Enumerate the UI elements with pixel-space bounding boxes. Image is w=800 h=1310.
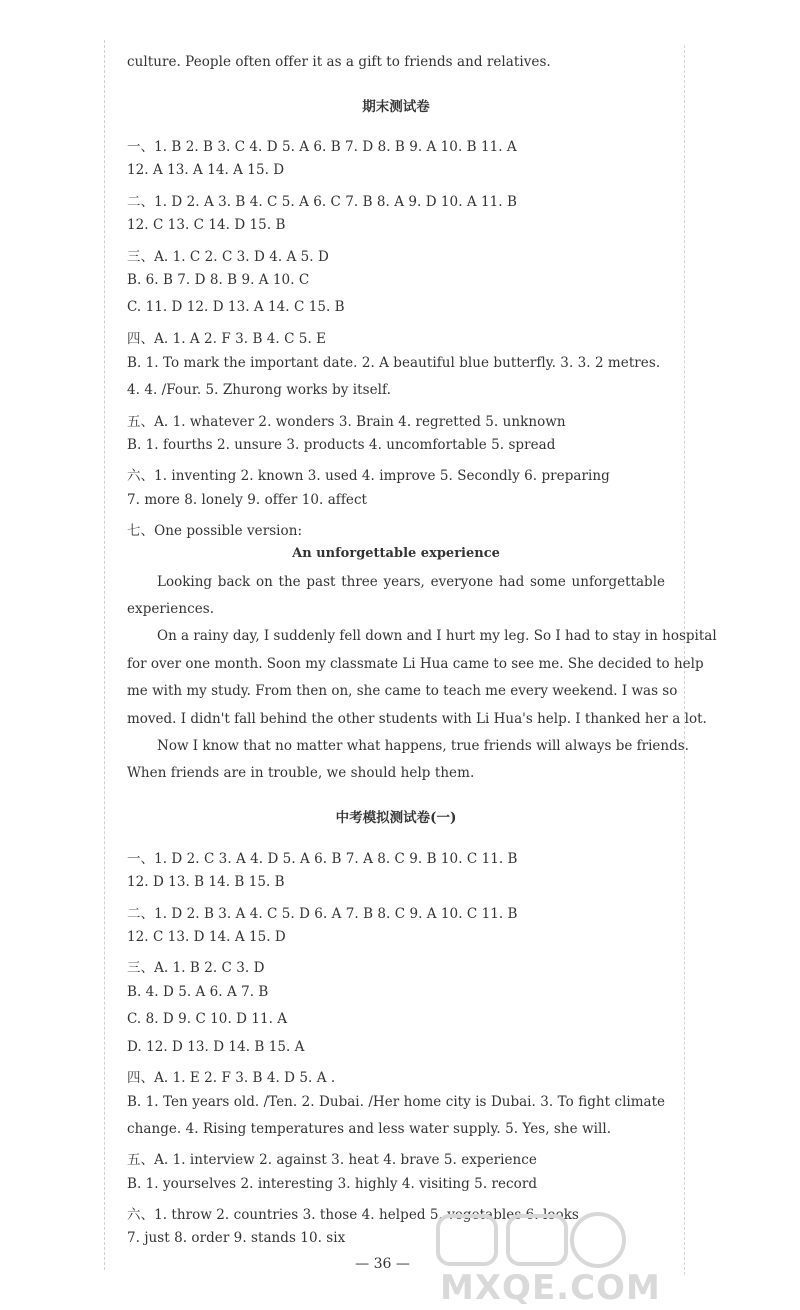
answer-line: 五、A. 1. whatever 2. wonders 3. Brain 4. regretted 5. unknown [127, 414, 566, 430]
mock-exam-title: 中考模拟测试卷(一) [335, 810, 457, 826]
answer-line: 12. C 13. C 14. D 15. B [127, 217, 286, 233]
answer-line: 六、1. inventing 2. known 3. used 4. improve 5. Secondly 6. preparing [127, 468, 610, 484]
answer-line: C. 8. D 9. C 10. D 11. A [127, 1011, 288, 1027]
essay-line: moved. I didn't fall behind the other students with Li Hua's help. I thanked her a lot. [127, 711, 707, 727]
answer-line: 六、1. throw 2. countries 3. those 4. helped 5. vegetables 6. looks [127, 1207, 579, 1223]
answer-line: 一、1. B 2. B 3. C 4. D 5. A 6. B 7. D 8. B 9. A 10. B 11. A [127, 139, 517, 155]
answer-line: 12. D 13. B 14. B 15. B [127, 874, 285, 890]
answer-line: 七、One possible version: [127, 523, 303, 539]
answer-line: C. 11. D 12. D 13. A 14. C 15. B [127, 299, 345, 315]
essay-line: experiences. [127, 601, 215, 617]
answer-line: B. 1. fourths 2. unsure 3. products 4. uncomfortable 5. spread [127, 437, 556, 453]
answer-line: 7. just 8. order 9. stands 10. six [127, 1230, 346, 1246]
essay-line: for over one month. Soon my classmate Li Hua came to see me. She decided to help [127, 656, 704, 672]
continued-text-line: culture. People often offer it as a gift to friends and relatives. [127, 54, 551, 70]
answer-line: 二、1. D 2. B 3. A 4. C 5. D 6. A 7. B 8. C 9. A 10. C 11. B [127, 906, 518, 922]
essay-line: Now I know that no matter what happens, true friends will always be friends. [157, 738, 689, 754]
answer-line: 12. A 13. A 14. A 15. D [127, 162, 285, 178]
answer-line: 12. C 13. D 14. A 15. D [127, 929, 286, 945]
essay-line: When friends are in trouble, we should help them. [127, 765, 475, 781]
essay-title: An unforgettable experience [292, 546, 500, 561]
answer-line: B. 1. yourselves 2. interesting 3. highly 4. visiting 5. record [127, 1176, 538, 1192]
watermark-text: MXQE.COM [440, 1268, 661, 1308]
answer-line: 五、A. 1. interview 2. against 3. heat 4. brave 5. experience [127, 1152, 537, 1168]
essay-line: On a rainy day, I suddenly fell down and I hurt my leg. So I had to stay in hospital [157, 628, 717, 644]
answer-line: B. 6. B 7. D 8. B 9. A 10. C [127, 272, 310, 288]
left-margin-line [104, 40, 106, 1270]
answer-line: 四、A. 1. E 2. F 3. B 4. D 5. A . [127, 1070, 336, 1086]
answer-line: B. 1. To mark the important date. 2. A beautiful blue butterfly. 3. 3. 2 metres. [127, 355, 661, 371]
answer-line: B. 4. D 5. A 6. A 7. B [127, 984, 269, 1000]
answer-line: D. 12. D 13. D 14. B 15. A [127, 1039, 305, 1055]
essay-line: me with my study. From then on, she came to teach me every weekend. I was so [127, 683, 678, 699]
final-exam-title: 期末测试卷 [362, 99, 430, 115]
answer-line: B. 1. Ten years old. /Ten. 2. Dubai. /Her home city is Dubai. 3. To fight climate [127, 1094, 665, 1110]
answer-line: 7. more 8. lonely 9. offer 10. affect [127, 492, 368, 508]
answer-line: change. 4. Rising temperatures and less water supply. 5. Yes, she will. [127, 1121, 612, 1137]
answer-line: 四、A. 1. A 2. F 3. B 4. C 5. E [127, 331, 327, 347]
essay-line: Looking back on the past three years, everyone had some unforgettable [157, 574, 665, 590]
answer-line: 三、A. 1. B 2. C 3. D [127, 960, 265, 976]
answer-line: 三、A. 1. C 2. C 3. D 4. A 5. D [127, 249, 329, 265]
answer-line: 二、1. D 2. A 3. B 4. C 5. A 6. C 7. B 8. A 9. D 10. A 11. B [127, 194, 517, 210]
answer-line: 一、1. D 2. C 3. A 4. D 5. A 6. B 7. A 8. C 9. B 10. C 11. B [127, 851, 518, 867]
page-number: — 36 — [355, 1256, 410, 1272]
answer-line: 4. 4. /Four. 5. Zhurong works by itself. [127, 382, 391, 398]
